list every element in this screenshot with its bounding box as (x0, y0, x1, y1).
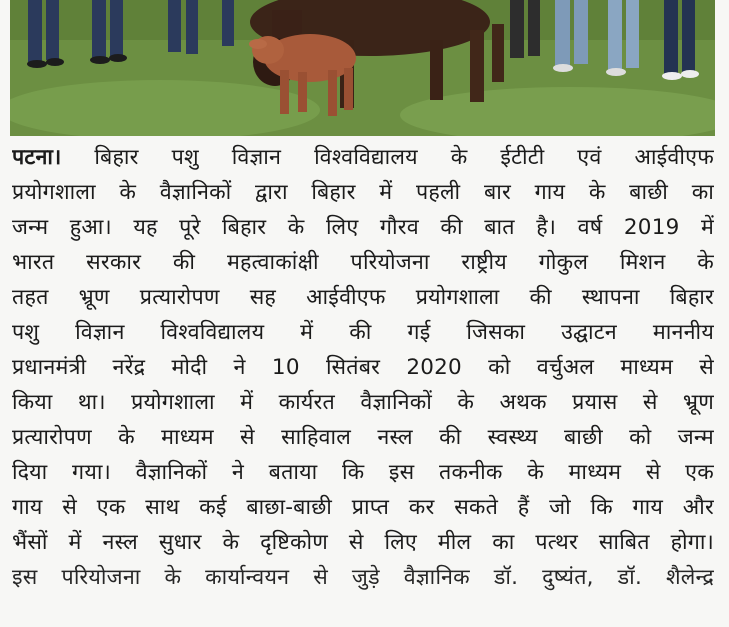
article-line-text: बिहार पशु विज्ञान विश्वविद्यालय के ईटीटी एवं आईवीएफ (61, 145, 714, 170)
dateline: पटना। (12, 145, 62, 170)
photo-illustration (10, 0, 715, 136)
article-line (12, 140, 714, 175)
article-line: गाय से एक साथ कई बाछा-बाछी प्राप्त कर सकते हैं जो कि गाय और (12, 495, 714, 520)
article-line: भारत सरकार की महत्वाकांक्षी परियोजना राष्ट्रीय गोकुल मिशन के (12, 250, 714, 275)
article-line: प्रयोगशाला के वैज्ञानिकों द्वारा बिहार में पहली बार गाय के बाछी का (12, 180, 714, 205)
article-line: दिया गया। वैज्ञानिकों ने बताया कि इस तकनीक के माध्यम से एक (12, 460, 714, 485)
article-body (12, 140, 714, 595)
article-line-cut-off: इस परियोजना के कार्यान्वयन से जुड़े वैज्ञानिक डॉ. दुष्यंत, डॉ. शैलेन्द्र (12, 565, 714, 590)
article-line: किया था। प्रयोगशाला में कार्यरत वैज्ञानिकों के अथक प्रयास से भ्रूण (12, 390, 714, 415)
cow-with-newborn-calf-photo (10, 0, 715, 136)
article-line: पशु विज्ञान विश्वविद्यालय में की गई जिसका उद्घाटन माननीय (12, 320, 714, 345)
article-line: प्रत्यारोपण के माध्यम से साहिवाल नस्ल की स्वस्थ्य बाछी को जन्म (12, 425, 714, 450)
article-line: जन्म हुआ। यह पूरे बिहार के लिए गौरव की बात है। वर्ष 2019 में (12, 215, 714, 240)
article-line: तहत भ्रूण प्रत्यारोपण सह आईवीएफ प्रयोगशाला की स्थापना बिहार (12, 285, 714, 310)
article-line: प्रधानमंत्री नरेंद्र मोदी ने 10 सितंबर 2020 को वर्चुअल माध्यम से (12, 355, 714, 380)
article-line: भैंसों में नस्ल सुधार के दृष्टिकोण से लिए मील का पत्थर साबित होगा। (12, 530, 714, 555)
